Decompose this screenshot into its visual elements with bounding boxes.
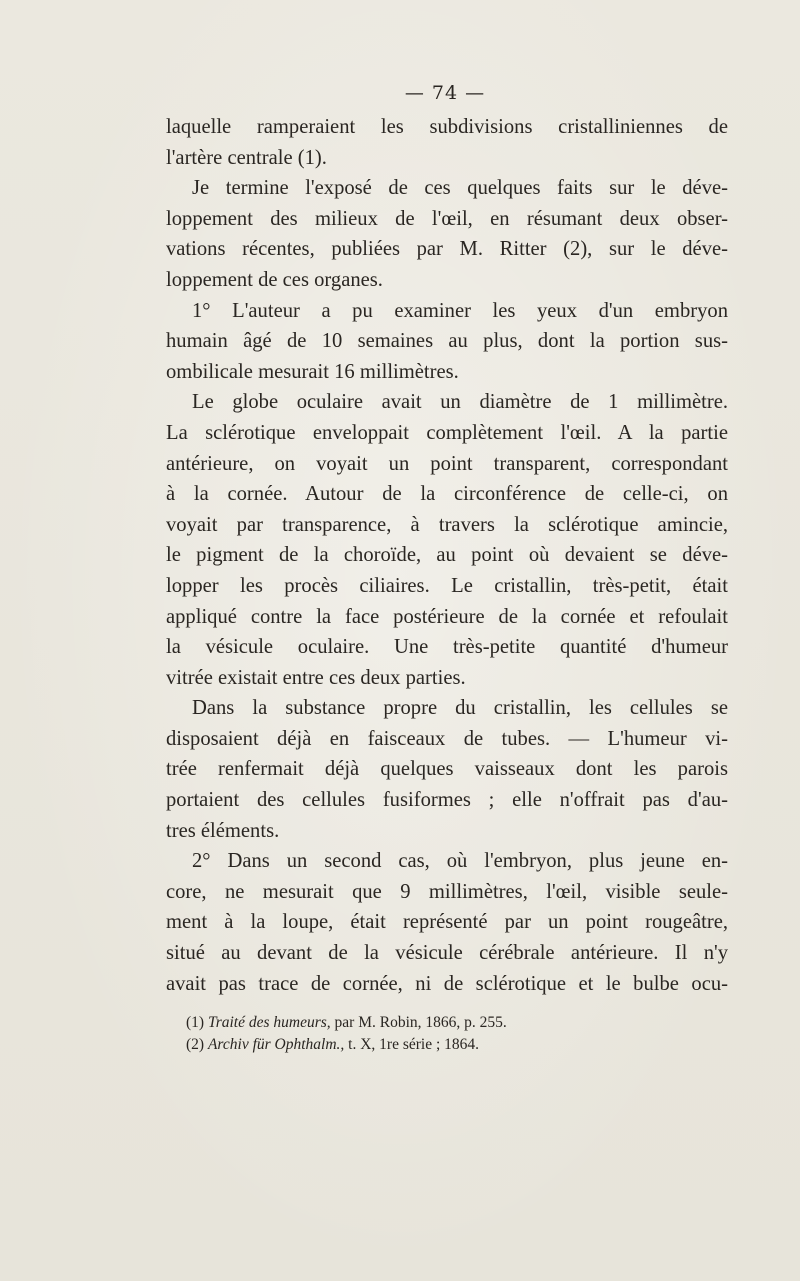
text-line: avait pas trace de cornée, ni de sclérotique et le bulbe ocu- [166, 972, 728, 995]
text-line: l'artère centrale (1). [166, 146, 327, 169]
text-line: disposaient déjà en faisceaux de tubes. — L'humeur vi- [166, 727, 728, 750]
footnote-title: Traité des humeurs, [207, 1014, 331, 1031]
footnote-text: t. X, 1re série ; 1864. [344, 1036, 480, 1053]
text-line: core, ne mesurait que 9 millimètres, l'œil, visible seule- [166, 880, 728, 903]
page-number: — 74 — [404, 82, 486, 104]
text-line: antérieure, on voyait un point transparent, correspondant [166, 452, 728, 475]
text-line: 2° Dans un second cas, où l'embryon, plus jeune en- [192, 850, 728, 873]
text-line: humain âgé de 10 semaines au plus, dont la portion sus- [166, 330, 728, 353]
text-line: loppement de ces organes. [166, 268, 383, 291]
text-line: ment à la loupe, était représenté par un point rougeâtre, [166, 911, 728, 934]
footnote-mark: (2) [186, 1036, 205, 1053]
body-text [166, 112, 728, 999]
text-line: laquelle ramperaient les subdivisions cristalliniennes de [166, 116, 728, 138]
text-line: La sclérotique enveloppait complètement l'œil. A la partie [166, 421, 728, 444]
text-line: Dans la substance propre du cristallin, les cellules se [192, 697, 728, 720]
text-line: situé au devant de la vésicule cérébrale antérieure. Il n'y [166, 942, 728, 965]
footnote [186, 1012, 706, 1034]
text-line: le pigment de la choroïde, au point où devaient se déve- [166, 544, 728, 567]
text-line: Le globe oculaire avait un diamètre de 1 millimètre. [192, 391, 728, 414]
footnote [186, 1034, 706, 1056]
footnote-text: par M. Robin, 1866, p. 255. [330, 1014, 507, 1031]
text-line: la vésicule oculaire. Une très-petite quantité d'humeur [166, 636, 728, 659]
text-line: à la cornée. Autour de la circonférence de celle-ci, on [166, 483, 728, 506]
footnotes [186, 1012, 706, 1056]
text-line: loppement des milieux de l'œil, en résumant deux obser- [166, 207, 728, 230]
text-line: portaient des cellules fusiformes ; elle n'offrait pas d'au- [166, 789, 728, 812]
text-line: voyait par transparence, à travers la sclérotique amincie, [166, 513, 728, 536]
text-line: appliqué contre la face postérieure de la cornée et refoulait [166, 605, 728, 628]
text-line: vations récentes, publiées par M. Ritter (2), sur le déve- [166, 238, 728, 261]
footnote-mark: (1) [186, 1014, 205, 1031]
text-line: ombilicale mesurait 16 millimètres. [166, 360, 459, 383]
text-line: tres éléments. [166, 819, 280, 842]
text-line: lopper les procès ciliaires. Le cristallin, très-petit, était [166, 574, 728, 597]
text-line: Je termine l'exposé de ces quelques faits sur le déve- [192, 177, 728, 200]
text-line: vitrée existait entre ces deux parties. [166, 666, 466, 689]
text-line: trée renfermait déjà quelques vaisseaux dont les parois [166, 758, 728, 781]
text-line: 1° L'auteur a pu examiner les yeux d'un embryon [192, 299, 728, 322]
footnote-title: Archiv für Ophthalm., [207, 1036, 345, 1053]
